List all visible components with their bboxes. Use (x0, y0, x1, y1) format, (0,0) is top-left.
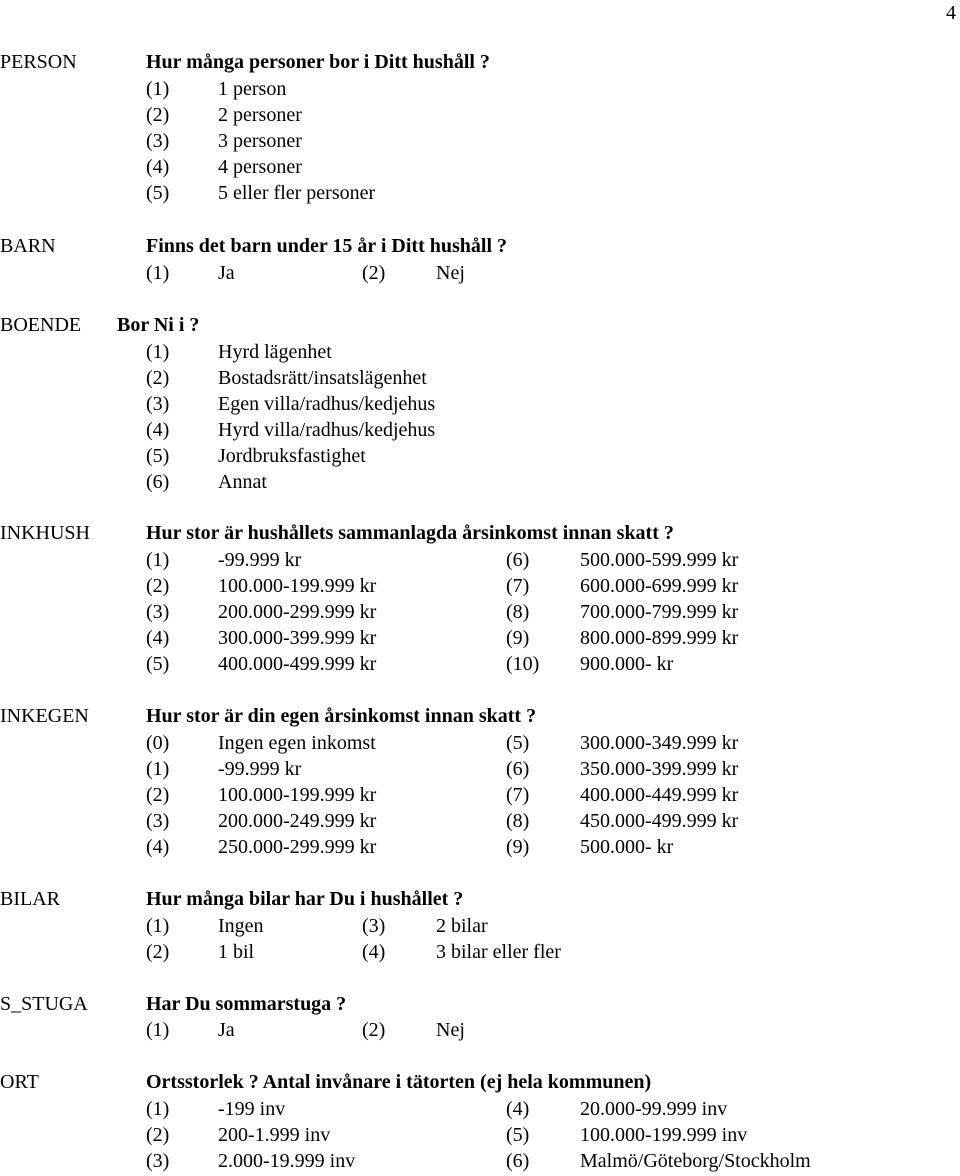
option-label: 200-1.999 inv (218, 1124, 331, 1146)
option-label: Ingen egen inkomst (218, 732, 376, 754)
option-label: 700.000-799.999 kr (580, 601, 739, 623)
option-code: (0) (146, 732, 170, 754)
option-row (0, 1150, 960, 1176)
option-label: 900.000- kr (580, 653, 674, 675)
page-number: 4 (946, 2, 956, 24)
question-text: Ortsstorlek ? Antal invånare i tätorten (ej hela kommunen) (146, 1071, 652, 1093)
option-code: (3) (362, 915, 386, 937)
option-label: 1 bil (218, 941, 255, 963)
option-code: (1) (146, 1019, 170, 1041)
option-label: 400.000-449.999 kr (580, 784, 739, 806)
question-text: Hur många personer bor i Ditt hushåll ? (146, 51, 490, 73)
option-label: -99.999 kr (218, 549, 302, 571)
option-code: (3) (146, 1150, 170, 1172)
option-row (0, 1019, 960, 1045)
option-code: (1) (146, 915, 170, 937)
option-code: (6) (146, 471, 170, 493)
option-label: 800.000-899.999 kr (580, 627, 739, 649)
option-code: (1) (146, 549, 170, 571)
option-label: 3 personer (218, 130, 302, 152)
option-code: (7) (506, 575, 530, 597)
question-text: Har Du sommarstuga ? (146, 993, 347, 1015)
option-label: 250.000-299.999 kr (218, 836, 377, 858)
option-row (0, 941, 960, 967)
variable-name: S_STUGA (0, 993, 88, 1015)
option-code: (1) (146, 78, 170, 100)
option-code: (1) (146, 262, 170, 284)
option-code: (4) (506, 1098, 530, 1120)
option-row (0, 262, 960, 288)
option-code: (8) (506, 601, 530, 623)
option-label: -199 inv (218, 1098, 286, 1120)
option-code: (2) (362, 262, 386, 284)
variable-name: INKEGEN (0, 705, 89, 727)
option-label: Hyrd villa/radhus/kedjehus (218, 419, 436, 441)
option-label: 1 person (218, 78, 287, 100)
option-code: (5) (506, 1124, 530, 1146)
option-row (0, 732, 960, 758)
option-label: 350.000-399.999 kr (580, 758, 739, 780)
option-label: Hyrd lägenhet (218, 341, 332, 363)
option-label: 600.000-699.999 kr (580, 575, 739, 597)
variable-name: BOENDE (0, 314, 82, 336)
option-row (0, 104, 960, 130)
option-row (0, 445, 960, 471)
option-row (0, 549, 960, 575)
option-code: (3) (146, 601, 170, 623)
option-code: (2) (146, 575, 170, 597)
option-row (0, 471, 960, 497)
option-code: (5) (506, 732, 530, 754)
option-code: (4) (146, 836, 170, 858)
option-code: (9) (506, 836, 530, 858)
option-label: Jordbruksfastighet (218, 445, 366, 467)
option-row (0, 1124, 960, 1150)
variable-name: INKHUSH (0, 522, 90, 544)
option-label: Ja (218, 262, 235, 284)
option-label: 500.000- kr (580, 836, 674, 858)
option-label: 5 eller fler personer (218, 182, 376, 204)
option-code: (2) (146, 367, 170, 389)
option-code: (5) (146, 182, 170, 204)
option-row (0, 784, 960, 810)
option-code: (2) (146, 784, 170, 806)
option-label: 200.000-299.999 kr (218, 601, 377, 623)
option-code: (3) (146, 810, 170, 832)
option-row (0, 182, 960, 208)
option-code: (2) (146, 104, 170, 126)
option-label: 100.000-199.999 kr (218, 575, 377, 597)
option-row (0, 78, 960, 104)
option-label: -99.999 kr (218, 758, 302, 780)
option-code: (6) (506, 1150, 530, 1172)
option-row (0, 156, 960, 182)
option-label: Annat (218, 471, 267, 493)
option-row (0, 627, 960, 653)
option-code: (2) (146, 1124, 170, 1146)
option-code: (9) (506, 627, 530, 649)
option-code: (3) (146, 393, 170, 415)
option-code: (8) (506, 810, 530, 832)
option-code: (4) (146, 627, 170, 649)
option-code: (2) (362, 1019, 386, 1041)
option-row (0, 393, 960, 419)
option-code: (1) (146, 1098, 170, 1120)
option-label: 3 bilar eller fler (436, 941, 561, 963)
option-code: (10) (506, 653, 540, 675)
option-label: Bostadsrätt/insatslägenhet (218, 367, 427, 389)
option-row (0, 653, 960, 679)
option-code: (4) (362, 941, 386, 963)
variable-name: ORT (0, 1071, 39, 1093)
option-label: 100.000-199.999 kr (218, 784, 377, 806)
option-row (0, 341, 960, 367)
option-code: (2) (146, 941, 170, 963)
option-row (0, 836, 960, 862)
option-code: (1) (146, 758, 170, 780)
option-label: 4 personer (218, 156, 302, 178)
variable-name: BARN (0, 235, 56, 257)
option-label: Egen villa/radhus/kedjehus (218, 393, 436, 415)
option-label: 200.000-249.999 kr (218, 810, 377, 832)
question-text: Hur stor är hushållets sammanlagda årsinkomst innan skatt ? (146, 522, 674, 544)
option-label: 2 bilar (436, 915, 488, 937)
option-code: (3) (146, 130, 170, 152)
option-label: Malmö/Göteborg/Stockholm (580, 1150, 811, 1172)
option-label: 20.000-99.999 inv (580, 1098, 728, 1120)
option-row (0, 367, 960, 393)
option-row (0, 758, 960, 784)
question-text: Bor Ni i ? (117, 314, 200, 336)
option-code: (7) (506, 784, 530, 806)
option-label: Nej (436, 1019, 465, 1041)
option-label: 300.000-399.999 kr (218, 627, 377, 649)
option-code: (4) (146, 419, 170, 441)
variable-name: BILAR (0, 888, 60, 910)
option-row (0, 601, 960, 627)
option-code: (4) (146, 156, 170, 178)
option-label: 100.000-199.999 inv (580, 1124, 748, 1146)
question-text: Finns det barn under 15 år i Ditt hushåll ? (146, 235, 508, 257)
question-text: Hur stor är din egen årsinkomst innan skatt ? (146, 705, 537, 727)
option-code: (5) (146, 445, 170, 467)
option-code: (5) (146, 653, 170, 675)
option-code: (6) (506, 549, 530, 571)
option-row (0, 1098, 960, 1124)
option-label: Ingen (218, 915, 264, 937)
option-label: Nej (436, 262, 465, 284)
option-label: Ja (218, 1019, 235, 1041)
option-label: 2.000-19.999 inv (218, 1150, 356, 1172)
question-text: Hur många bilar har Du i hushållet ? (146, 888, 464, 910)
option-label: 2 personer (218, 104, 302, 126)
option-code: (6) (506, 758, 530, 780)
option-row (0, 419, 960, 445)
option-row (0, 130, 960, 156)
option-label: 400.000-499.999 kr (218, 653, 377, 675)
option-label: 300.000-349.999 kr (580, 732, 739, 754)
option-row (0, 915, 960, 941)
option-label: 450.000-499.999 kr (580, 810, 739, 832)
option-row (0, 575, 960, 601)
option-code: (1) (146, 341, 170, 363)
variable-name: PERSON (0, 51, 77, 73)
option-row (0, 810, 960, 836)
option-label: 500.000-599.999 kr (580, 549, 739, 571)
